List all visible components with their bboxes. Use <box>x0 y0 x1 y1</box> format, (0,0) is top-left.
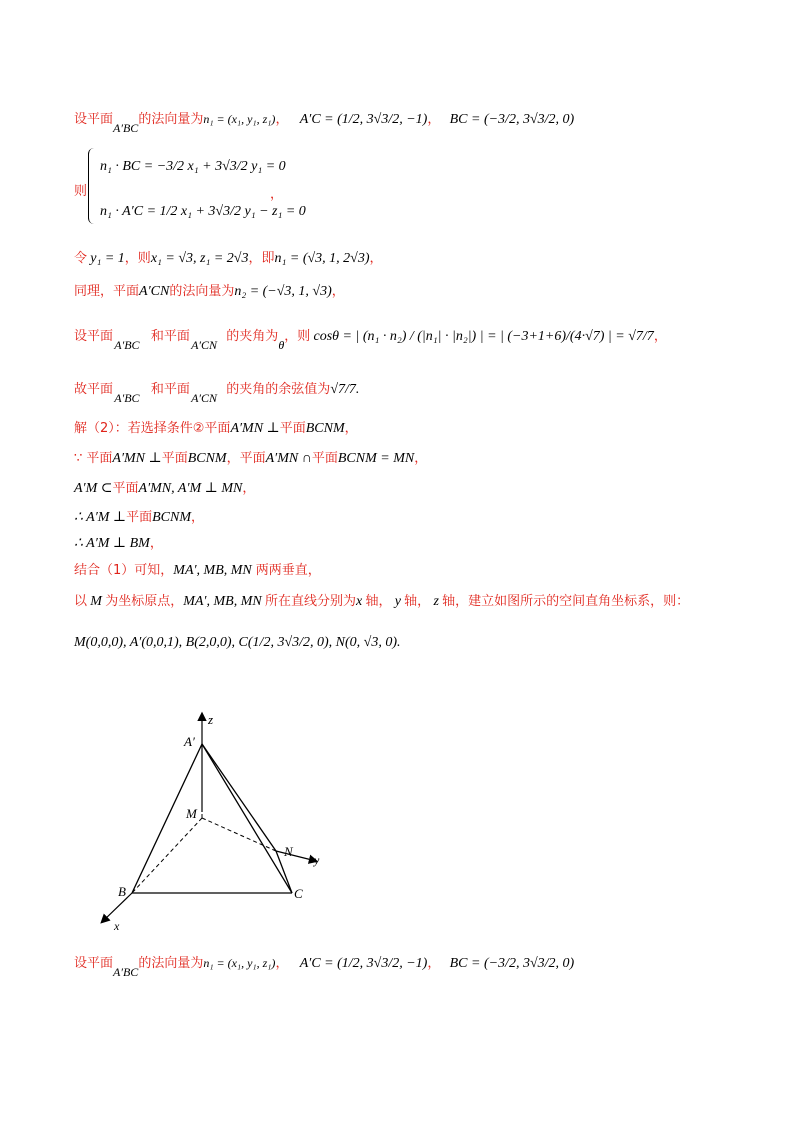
text: ， <box>242 481 256 496</box>
math: A′CN <box>139 284 170 299</box>
text: 轴，建立如图所示的空间直角坐标系，则： <box>442 594 690 609</box>
label-N: N <box>284 844 293 859</box>
equation-2 <box>100 203 306 220</box>
text: ∵ 平面 <box>74 451 113 466</box>
label-y: y <box>314 853 320 867</box>
math: z <box>433 594 439 609</box>
coordinate-figure <box>90 700 370 940</box>
text: 故平面 <box>74 382 114 397</box>
edge-MB <box>132 818 202 893</box>
text: ，即 <box>248 251 275 266</box>
math: BCNM <box>187 451 227 466</box>
text: ，则 <box>284 329 311 344</box>
text: 轴， <box>365 594 392 609</box>
math: y <box>394 594 401 609</box>
math: BC = (−3/2, 3√3/2, 0) <box>449 112 575 127</box>
math: n₁ · A′C = 1/2 x₁ + 3√3/2 y₁ − z₁ = 0 <box>100 204 306 219</box>
x-axis <box>102 893 132 922</box>
line-let <box>74 247 383 267</box>
y-axis <box>276 851 316 861</box>
line-conclusion-cos <box>74 378 360 405</box>
math: cosθ = | (n₁ · n₂) / (|n₁| · |n₂|) | = | (−3+1+6)/(4·√7) | = √7/7 <box>313 329 654 344</box>
text: 设平面 <box>74 329 114 344</box>
plane-label: A′CN <box>191 338 218 352</box>
math: MA′, MB, MN <box>183 594 262 609</box>
text: ， <box>369 251 383 266</box>
text: 的夹角的余弦值为 <box>226 382 331 397</box>
math: A′MN, A′M ⊥ MN <box>138 481 243 496</box>
plane-label: A′BC <box>113 965 139 979</box>
text: ， <box>414 451 428 466</box>
text: 两两垂直， <box>255 563 321 578</box>
label-A: A′ <box>184 734 195 749</box>
math: ∴ A′M ⊥ <box>74 510 127 525</box>
text: 解（2）：若选择条件②平面 <box>74 421 231 436</box>
math: θ <box>278 338 285 352</box>
text: ， <box>344 421 358 436</box>
math: n₁ = (x₁, y₁, z₁) <box>203 112 276 126</box>
edge-AN <box>202 744 276 851</box>
text: ，则 <box>124 251 151 266</box>
text: ， <box>653 329 667 344</box>
math: n₁ = (x₁, y₁, z₁) <box>203 956 276 970</box>
text: ， <box>149 536 163 551</box>
text: 以 <box>74 594 88 609</box>
text: ， <box>275 956 289 971</box>
text: ， <box>191 510 205 525</box>
math: x <box>355 594 363 609</box>
math: . <box>355 382 360 397</box>
label-B: B <box>118 884 126 899</box>
math: BCNM <box>152 510 192 525</box>
text: 平面 <box>126 510 153 525</box>
text: 的法向量为 <box>169 284 235 299</box>
line-solution-2 <box>74 417 358 437</box>
text: ， <box>270 187 284 202</box>
text: 的夹角为 <box>226 329 279 344</box>
text: 的法向量为 <box>138 112 204 127</box>
text: 设平面 <box>74 956 114 971</box>
text: 令 <box>74 251 88 266</box>
math: M(0,0,0), A′(0,0,1), B(2,0,0), C(1/2, 3√3/2, 0), N(0, √3, 0). <box>74 635 401 650</box>
math: A′MN ⊥ <box>112 451 162 466</box>
text: 和平面 <box>150 382 190 397</box>
text: 同理，平面 <box>74 284 140 299</box>
math: BC = (−3/2, 3√3/2, 0) <box>449 956 575 971</box>
math: x₁ = √3, z₁ = 2√3 <box>150 251 249 266</box>
text: 平面 <box>112 481 139 496</box>
text: 平面 <box>311 451 338 466</box>
label-C: C <box>294 886 303 901</box>
label-z: z <box>208 712 214 727</box>
system-comma <box>270 183 283 202</box>
math: A′M ⊂ <box>74 481 113 496</box>
text: 为坐标原点， <box>105 594 184 609</box>
math: BCNM <box>305 421 345 436</box>
math: y₁ = 1 <box>90 251 125 266</box>
line-similarly <box>74 280 345 300</box>
math: √7/7 <box>330 382 356 397</box>
text: ， <box>427 112 441 127</box>
text: 平面 <box>161 451 188 466</box>
math: A′MN ⊥ <box>230 421 280 436</box>
text: 轴， <box>404 594 431 609</box>
plane-label: A′BC <box>114 338 140 352</box>
math: A′MN ∩ <box>265 451 312 466</box>
text: ， <box>427 956 441 971</box>
line-angle <box>74 325 667 352</box>
text: ， <box>275 112 289 127</box>
line-normal-vector-a1bc <box>74 108 575 135</box>
system-label <box>74 180 87 199</box>
text: 和平面 <box>150 329 190 344</box>
math: ∴ A′M ⊥ BM <box>74 536 150 551</box>
text: 平面 <box>279 421 306 436</box>
line-because <box>74 447 427 467</box>
line-therefore-2 <box>74 532 163 552</box>
line-normal-vector-repeat <box>74 952 575 979</box>
text: 则 <box>74 184 88 199</box>
text: 结合（1）可知， <box>74 563 174 578</box>
brace <box>88 148 99 224</box>
math: n₁ · BC = −3/2 x₁ + 3√3/2 y₁ = 0 <box>100 159 286 174</box>
plane-label: A′BC <box>114 391 140 405</box>
math: n₂ = (−√3, 1, √3) <box>234 284 332 299</box>
plane-label: A′CN <box>191 391 218 405</box>
math: A′C = (1/2, 3√3/2, −1) <box>299 112 428 127</box>
line-subset <box>74 477 255 497</box>
edge-AC <box>202 744 292 893</box>
line-therefore-1 <box>74 506 204 526</box>
math: A′C = (1/2, 3√3/2, −1) <box>299 956 428 971</box>
text: 所在直线分别为 <box>264 594 356 609</box>
math: n₁ = (√3, 1, 2√3) <box>274 251 370 266</box>
text: ，平面 <box>226 451 266 466</box>
plane-label: A′BC <box>113 121 139 135</box>
text: ， <box>331 284 345 299</box>
math: M <box>90 594 102 609</box>
math: BCNM = MN <box>337 451 415 466</box>
line-combine <box>74 559 321 579</box>
equation-1 <box>100 158 286 175</box>
label-M: M <box>186 806 197 821</box>
text: 设平面 <box>74 112 114 127</box>
math: MA′, MB, MN <box>173 563 252 578</box>
line-coordinate-system <box>74 590 689 610</box>
text: 的法向量为 <box>138 956 204 971</box>
label-x: x <box>114 919 120 933</box>
line-coordinates <box>74 634 401 651</box>
